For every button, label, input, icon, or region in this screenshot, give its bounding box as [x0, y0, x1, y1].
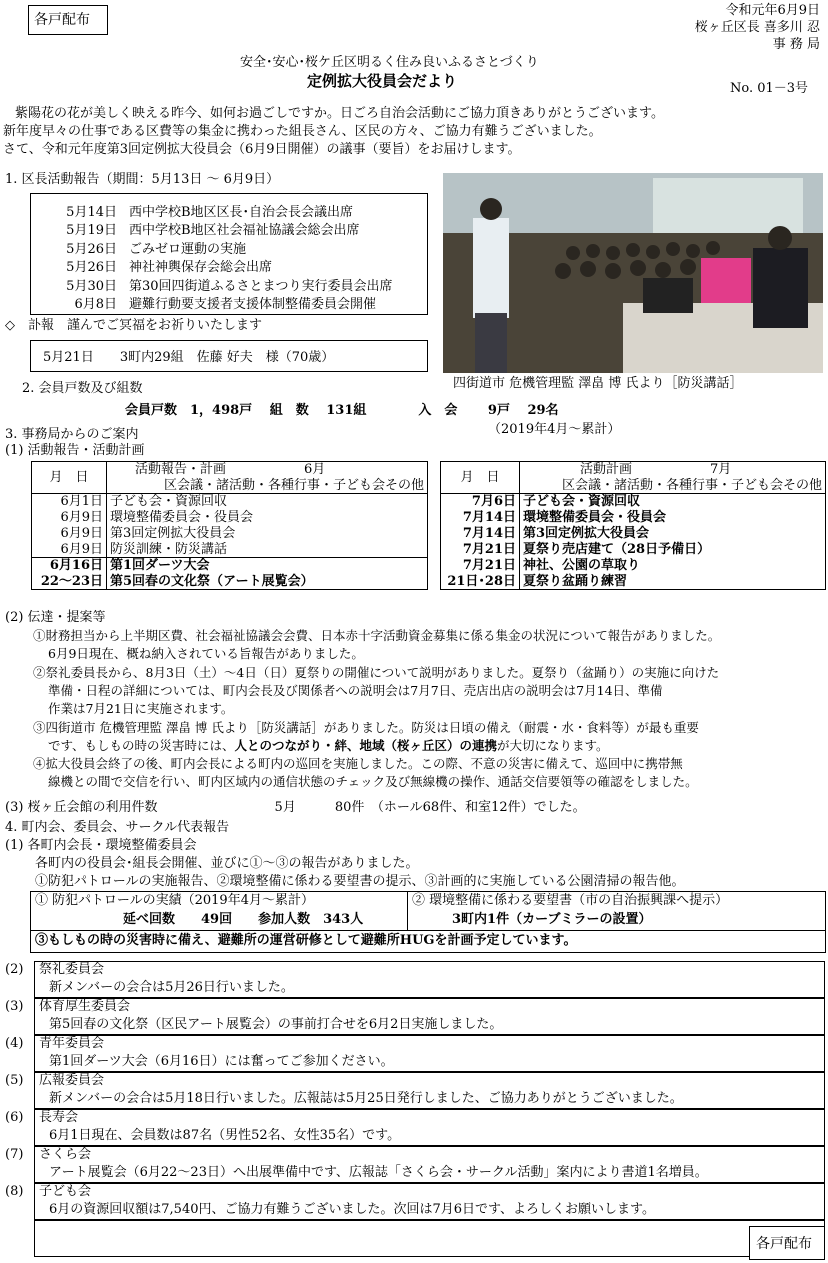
committee-heading: 青年委員会	[34, 1035, 825, 1054]
section4-line2: ①防犯パトロールの実施報告、②環境整備に係わる要望書の提示、③計画的に実施している公園清掃の報告他。	[35, 874, 685, 889]
table-row: 6月9日 環境整備委員会・役員会	[32, 510, 428, 526]
committee-text: 第5回春の文化祭（区民アート展覧会）の事前打合せを6月2日実施しました。	[34, 1017, 825, 1035]
patrol-box-value: 延べ回数 49回 参加人数 343人	[123, 912, 364, 927]
proposal-2a: ②祭礼委員長から、8月3日（土）～4日（日）夏祭りの開催について説明がありました。夏祭り（盆踊り）の実施に向けた	[33, 665, 720, 680]
obituary-box: 5月21日 3町内29組 佐藤 好夫 様（70歳）	[30, 340, 428, 372]
slogan: 安全･安心･桜ケ丘区明るく住み良いふるさとづくり	[240, 55, 539, 70]
table-header-sub: 区会議・諸活動・各種行事・子ども会その他	[107, 478, 428, 494]
table-row: 7月14日 環境整備委員会・役員会	[441, 510, 826, 526]
table-row: 6月1日 子ども会・資源回収	[32, 494, 428, 510]
lecture-photo	[443, 173, 823, 373]
distribution-stamp-top: 各戸配布	[28, 5, 108, 35]
committee-text: アート展覧会（6月22～23日）へ出展準備中です、広報誌「さくら会・サークル活動」案内により書道1名増員。	[34, 1165, 825, 1183]
committee-heading: 体育厚生委員会	[34, 998, 825, 1017]
activity-row: 5月26日 神社神輿保存会総会出席	[66, 260, 273, 276]
table-header-date: 月 日	[32, 462, 107, 494]
lecture-photo-graphic	[443, 173, 823, 373]
table-header-sub: 区会議・諸活動・各種行事・子ども会その他	[520, 478, 826, 494]
table-row: 6月9日 防災訓練・防災講話	[32, 542, 428, 558]
activity-row: 5月19日 西中学校B地区社会福祉協議会総会出席	[66, 223, 360, 239]
section3-sub2: (2) 伝達・提案等	[5, 610, 106, 625]
chief-activity-list	[43, 204, 393, 314]
section2-heading: 2. 会員戸数及び組数	[22, 381, 143, 396]
committee-text: 第1回ダーツ大会（6月16日）には奮ってご参加ください。	[34, 1054, 825, 1072]
photo-caption: 四街道市 危機管理監 澤畠 博 氏より［防災講話］	[453, 376, 743, 391]
committee-heading: 祭礼委員会	[34, 961, 825, 980]
intro-line-2: 新年度早々の仕事である区費等の集金に携わった組長さん、区民の方々、ご協力有難うございました。	[3, 124, 602, 139]
table-header-title: 活動計画 7月	[520, 462, 826, 478]
committee-text: 新メンバーの会合は5月26日行いました。	[34, 980, 825, 998]
table-header-date: 月 日	[441, 462, 520, 494]
proposal-2c: 作業は7月21日に実施されます。	[48, 701, 234, 716]
committee-number: (4)	[5, 1036, 24, 1051]
section1-heading: 1. 区長活動報告（期間：5月13日 ～ 6月9日）	[5, 172, 280, 187]
hall-usage: (3) 桜ヶ丘会館の利用件数 5月 80件 （ホール68件、和室12件）でした。	[5, 800, 586, 815]
table-row: 7月6日 子ども会・資源回収	[441, 494, 826, 510]
committee-heading: 長寿会	[34, 1109, 825, 1128]
obituary-heading: ◇ 訃報 謹んでご冥福をお祈りいたします	[5, 318, 262, 333]
committee-heading: 広報委員会	[34, 1072, 825, 1091]
intro-line-1: 紫陽花の花が美しく映える昨今、如何お過ごしですか。日ごろ自治会活動にご協力頂きありがとうございます。	[15, 106, 664, 121]
issue-number: No. 01－3号	[730, 81, 809, 96]
section3-sub1: (1) 活動報告・活動計画	[5, 443, 145, 458]
chief-activity-box	[30, 193, 428, 315]
proposal-3b: です、もしもの時の災害時には、人とのつながり・絆、地域（桜ヶ丘区）の連携が大切になります。	[48, 738, 609, 753]
table-row: 21日･28日 夏祭り盆踊り練習	[441, 574, 826, 590]
district-chief: 桜ヶ丘区長 喜多川 忍	[694, 20, 820, 35]
proposal-2b: 準備・日程の詳細については、町内会長及び関係者への説明会は7月7日、売店出店の説明会は7月14日、準備	[48, 683, 663, 698]
office: 事 務 局	[772, 37, 820, 52]
committee-heading	[34, 1220, 825, 1239]
intro-line-3: さて、令和元年度第3回定例拡大役員会（6月9日開催）の議事（要旨）をお届けします。	[3, 142, 521, 157]
table-row: 22～23日 第5回春の文化祭（アート展覧会）	[32, 574, 428, 590]
proposal-4a: ④拡大役員会終了の後、町内会長による町内の巡回を実施しました。この際、不意の災害に備えて、巡回中に携帯無	[33, 756, 683, 771]
activity-row: 5月30日 第30回四街道ふるさとまつり実行委員会出席	[66, 278, 393, 294]
section4-line1: 各町内の役員会･組長会開催、並びに①～③の報告がありました。	[35, 856, 419, 871]
table-row: 6月9日 第3回定例拡大役員会	[32, 526, 428, 542]
committee-number: (5)	[5, 1073, 24, 1088]
section4-heading: 4. 町内会、委員会、サークル代表報告	[5, 820, 230, 835]
evacuation-box: ③もしもの時の災害時に備え、避難所の運営研修として避難所HUGを計画予定しています。	[30, 930, 826, 953]
section3-heading: 3. 事務局からのご案内	[5, 427, 139, 442]
request-box-value: 3町内1件（カーブミラーの設置）	[452, 912, 652, 927]
patrol-box	[30, 891, 408, 931]
proposal-4b: 線機との間で交信を行い、町内区域内の通信状態のチェック及び無線機の操作、通話交信要領等の確認をしました。	[48, 774, 698, 789]
proposal-1a: ①財務担当から上半期区費、社会福祉協議会会費、日本赤十字活動資金募集に係る集金の状況について報告がありました。	[33, 628, 721, 643]
page-title: 定例拡大役員会だより	[307, 72, 458, 90]
committee-number: (7)	[5, 1147, 24, 1162]
table-header-title: 活動報告・計画 6月	[107, 462, 428, 478]
committee-text: 6月の資源回収額は7,540円、ご協力有難うございました。次回は7月6日です、よろしくお願いします。	[34, 1202, 825, 1220]
request-box-title: ② 環境整備に係わる要望書（市の自治振興課へ提示）	[412, 893, 729, 908]
table-row: 7月21日 神社、公園の草取り	[441, 558, 826, 574]
activity-row: 6月8日 避難行動要支援者支援体制整備委員会開催	[74, 297, 377, 313]
proposal-3a: ③四街道市 危機管理監 澤畠 博 氏より［防災講話］がありました。防災は日頃の備え（耐震・水・食料等）が最も重要	[33, 720, 699, 735]
committee-text	[34, 1239, 825, 1257]
activity-row: 5月26日 ごみゼロ運動の実施	[66, 241, 247, 257]
june-activity-table	[31, 461, 428, 590]
membership-counts: 会員戸数 1，498戸 組 数 131組 入 会 9戸 29名	[125, 403, 559, 418]
activity-row: 5月14日 西中学校B地区区長･自治会長会議出席	[66, 205, 354, 220]
request-box	[407, 891, 826, 931]
issue-date: 令和元年6月9日	[725, 3, 820, 18]
committee-number: (6)	[5, 1110, 24, 1125]
july-activity-table	[440, 461, 826, 590]
section4-sub1: (1) 各町内会長・環境整備委員会	[5, 838, 197, 853]
membership-note: （2019年4月～累計）	[488, 422, 621, 437]
table-row: 6月16日 第1回ダーツ大会	[32, 558, 428, 574]
proposal-1b: 6月9日現在、概ね納入されている旨報告がありました。	[48, 646, 364, 661]
committee-heading: 子ども会	[34, 1183, 825, 1202]
table-row: 7月14日 第3回定例拡大役員会	[441, 526, 826, 542]
distribution-stamp-bottom: 各戸配布	[749, 1226, 825, 1260]
committee-number: (2)	[5, 962, 24, 977]
committee-text: 6月1日現在、会員数は87名（男性52名、女性35名）です。	[34, 1128, 825, 1146]
committee-heading: さくら会	[34, 1146, 825, 1165]
patrol-box-title: ① 防犯パトロールの実績（2019年4月～累計）	[35, 893, 314, 908]
committee-number: (8)	[5, 1184, 24, 1199]
table-row: 7月21日 夏祭り売店建て（28日予備日）	[441, 542, 826, 558]
committee-number: (3)	[5, 999, 24, 1014]
committee-text: 新メンバーの会合は5月18日行いました。広報誌は5月25日発行しました、ご協力ありがとうございました。	[34, 1091, 825, 1109]
